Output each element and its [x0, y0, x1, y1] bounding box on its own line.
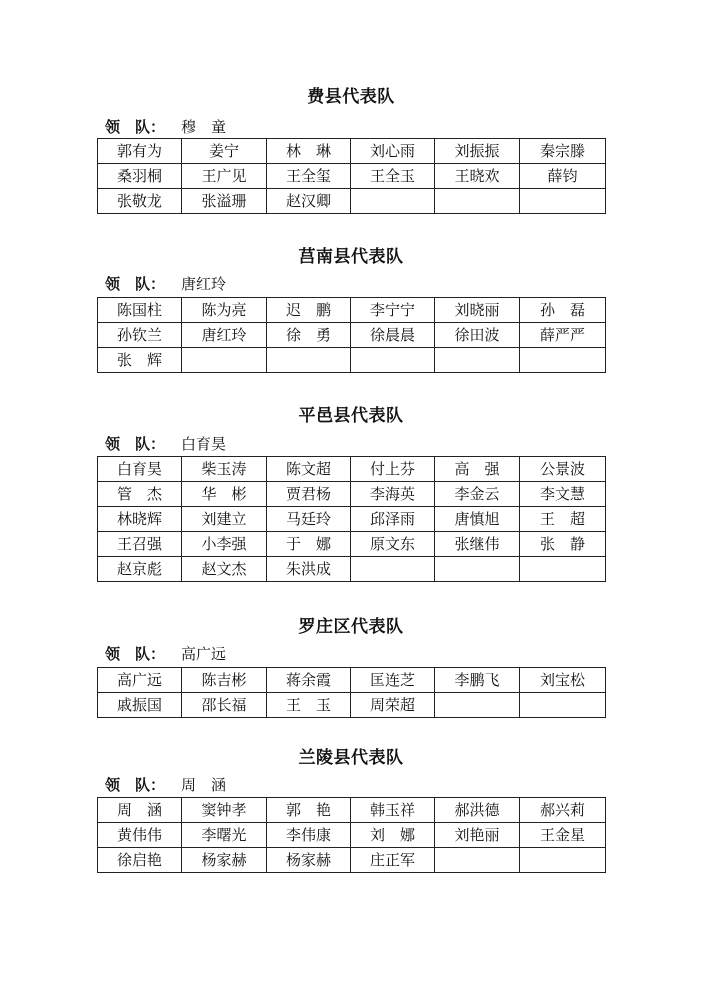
member-cell: 陈国柱 — [98, 298, 182, 323]
member-cell: 柴玉涛 — [182, 457, 267, 482]
member-cell: 姜宁 — [182, 139, 267, 164]
member-cell: 林晓辉 — [98, 507, 182, 532]
member-cell: 李伟康 — [267, 823, 351, 848]
member-cell: 华 彬 — [182, 482, 267, 507]
leader-label: 领 队： — [105, 275, 166, 293]
table-row — [98, 189, 606, 214]
member-cell: 薛钧 — [520, 164, 606, 189]
table-row — [98, 693, 606, 718]
leader-line — [105, 118, 226, 136]
member-cell: 郭 艳 — [267, 798, 351, 823]
member-cell: 刘艳丽 — [435, 823, 520, 848]
member-cell: 迟 鹏 — [267, 298, 351, 323]
leader-line — [105, 275, 226, 293]
member-cell: 王全玉 — [351, 164, 435, 189]
member-cell: 张 辉 — [98, 348, 182, 373]
member-cell — [435, 189, 520, 214]
member-cell: 庄正军 — [351, 848, 435, 873]
member-cell: 徐田波 — [435, 323, 520, 348]
member-cell: 蒋余霞 — [267, 668, 351, 693]
leader-label: 领 队： — [105, 776, 166, 794]
member-cell: 刘宝松 — [520, 668, 606, 693]
member-cell: 付上芬 — [351, 457, 435, 482]
member-cell: 杨家赫 — [182, 848, 267, 873]
leader-line — [105, 776, 226, 794]
team-title: 罗庄区代表队 — [298, 617, 404, 637]
member-cell: 戚振国 — [98, 693, 182, 718]
member-cell: 刘心雨 — [351, 139, 435, 164]
member-cell: 王 玉 — [267, 693, 351, 718]
member-cell — [435, 348, 520, 373]
member-cell: 刘建立 — [182, 507, 267, 532]
member-cell — [520, 557, 606, 582]
member-cell: 林 琳 — [267, 139, 351, 164]
member-cell: 刘振振 — [435, 139, 520, 164]
member-cell: 陈为亮 — [182, 298, 267, 323]
member-cell: 孙钦兰 — [98, 323, 182, 348]
member-cell: 刘 娜 — [351, 823, 435, 848]
table-row — [98, 668, 606, 693]
member-cell: 李海英 — [351, 482, 435, 507]
member-cell — [435, 848, 520, 873]
member-cell: 邵长福 — [182, 693, 267, 718]
team-title: 费县代表队 — [307, 87, 395, 107]
member-cell: 郭有为 — [98, 139, 182, 164]
roster-table — [97, 797, 606, 873]
member-cell: 唐红玲 — [182, 323, 267, 348]
roster-table — [97, 456, 606, 582]
leader-name: 周 涵 — [181, 776, 227, 794]
member-cell — [435, 557, 520, 582]
member-cell: 小李强 — [182, 532, 267, 557]
member-cell: 张 静 — [520, 532, 606, 557]
member-cell: 王金星 — [520, 823, 606, 848]
leader-name: 唐红玲 — [181, 275, 227, 293]
member-cell — [182, 348, 267, 373]
leader-label: 领 队： — [105, 118, 166, 136]
member-cell: 公景波 — [520, 457, 606, 482]
member-cell: 周荣超 — [351, 693, 435, 718]
member-cell: 原文东 — [351, 532, 435, 557]
table-row — [98, 298, 606, 323]
member-cell: 桑羽桐 — [98, 164, 182, 189]
member-cell — [520, 189, 606, 214]
leader-name: 高广远 — [181, 645, 227, 663]
table-row — [98, 139, 606, 164]
member-cell: 邱泽雨 — [351, 507, 435, 532]
member-cell: 郝洪德 — [435, 798, 520, 823]
member-cell — [351, 557, 435, 582]
table-row — [98, 823, 606, 848]
member-cell: 杨家赫 — [267, 848, 351, 873]
member-cell: 徐 勇 — [267, 323, 351, 348]
member-cell: 李宁宁 — [351, 298, 435, 323]
table-row — [98, 848, 606, 873]
member-cell: 匡连芝 — [351, 668, 435, 693]
member-cell: 赵京彪 — [98, 557, 182, 582]
member-cell: 郝兴莉 — [520, 798, 606, 823]
member-cell: 李曙光 — [182, 823, 267, 848]
member-cell: 于 娜 — [267, 532, 351, 557]
member-cell: 徐启艳 — [98, 848, 182, 873]
member-cell: 高广远 — [98, 668, 182, 693]
team-title: 兰陵县代表队 — [298, 748, 404, 768]
member-cell: 管 杰 — [98, 482, 182, 507]
roster-table — [97, 297, 606, 373]
member-cell: 朱洪成 — [267, 557, 351, 582]
table-row — [98, 457, 606, 482]
member-cell: 王广见 — [182, 164, 267, 189]
table-row — [98, 164, 606, 189]
member-cell: 王 超 — [520, 507, 606, 532]
member-cell: 窦钟孝 — [182, 798, 267, 823]
member-cell: 周 涵 — [98, 798, 182, 823]
table-row — [98, 348, 606, 373]
member-cell: 薛严严 — [520, 323, 606, 348]
leader-name: 白育昊 — [181, 435, 227, 453]
member-cell: 徐晨晨 — [351, 323, 435, 348]
member-cell — [520, 848, 606, 873]
member-cell — [435, 693, 520, 718]
member-cell: 张继伟 — [435, 532, 520, 557]
member-cell — [520, 348, 606, 373]
member-cell: 李鹏飞 — [435, 668, 520, 693]
team-title: 平邑县代表队 — [298, 406, 404, 426]
member-cell: 李金云 — [435, 482, 520, 507]
table-row — [98, 507, 606, 532]
team-title: 莒南县代表队 — [298, 247, 404, 267]
member-cell: 陈吉彬 — [182, 668, 267, 693]
member-cell — [520, 693, 606, 718]
leader-name: 穆 童 — [181, 118, 227, 136]
member-cell: 高 强 — [435, 457, 520, 482]
member-cell: 黄伟伟 — [98, 823, 182, 848]
member-cell: 王召强 — [98, 532, 182, 557]
member-cell: 刘晓丽 — [435, 298, 520, 323]
table-row — [98, 557, 606, 582]
table-row — [98, 482, 606, 507]
member-cell: 李文慧 — [520, 482, 606, 507]
member-cell: 唐慎旭 — [435, 507, 520, 532]
member-cell: 韩玉祥 — [351, 798, 435, 823]
table-row — [98, 323, 606, 348]
member-cell: 张敬龙 — [98, 189, 182, 214]
member-cell: 孙 磊 — [520, 298, 606, 323]
leader-label: 领 队： — [105, 435, 166, 453]
member-cell: 陈文超 — [267, 457, 351, 482]
roster-table — [97, 667, 606, 718]
member-cell: 赵汉卿 — [267, 189, 351, 214]
table-row — [98, 532, 606, 557]
member-cell: 张溢珊 — [182, 189, 267, 214]
leader-line — [105, 435, 226, 453]
roster-table — [97, 138, 606, 214]
member-cell: 秦宗滕 — [520, 139, 606, 164]
member-cell: 马廷玲 — [267, 507, 351, 532]
member-cell: 王晓欢 — [435, 164, 520, 189]
leader-line — [105, 645, 226, 663]
member-cell: 王全玺 — [267, 164, 351, 189]
member-cell — [351, 348, 435, 373]
member-cell: 赵文杰 — [182, 557, 267, 582]
table-row — [98, 798, 606, 823]
member-cell — [351, 189, 435, 214]
member-cell: 白育昊 — [98, 457, 182, 482]
member-cell: 贾君杨 — [267, 482, 351, 507]
leader-label: 领 队： — [105, 645, 166, 663]
member-cell — [267, 348, 351, 373]
